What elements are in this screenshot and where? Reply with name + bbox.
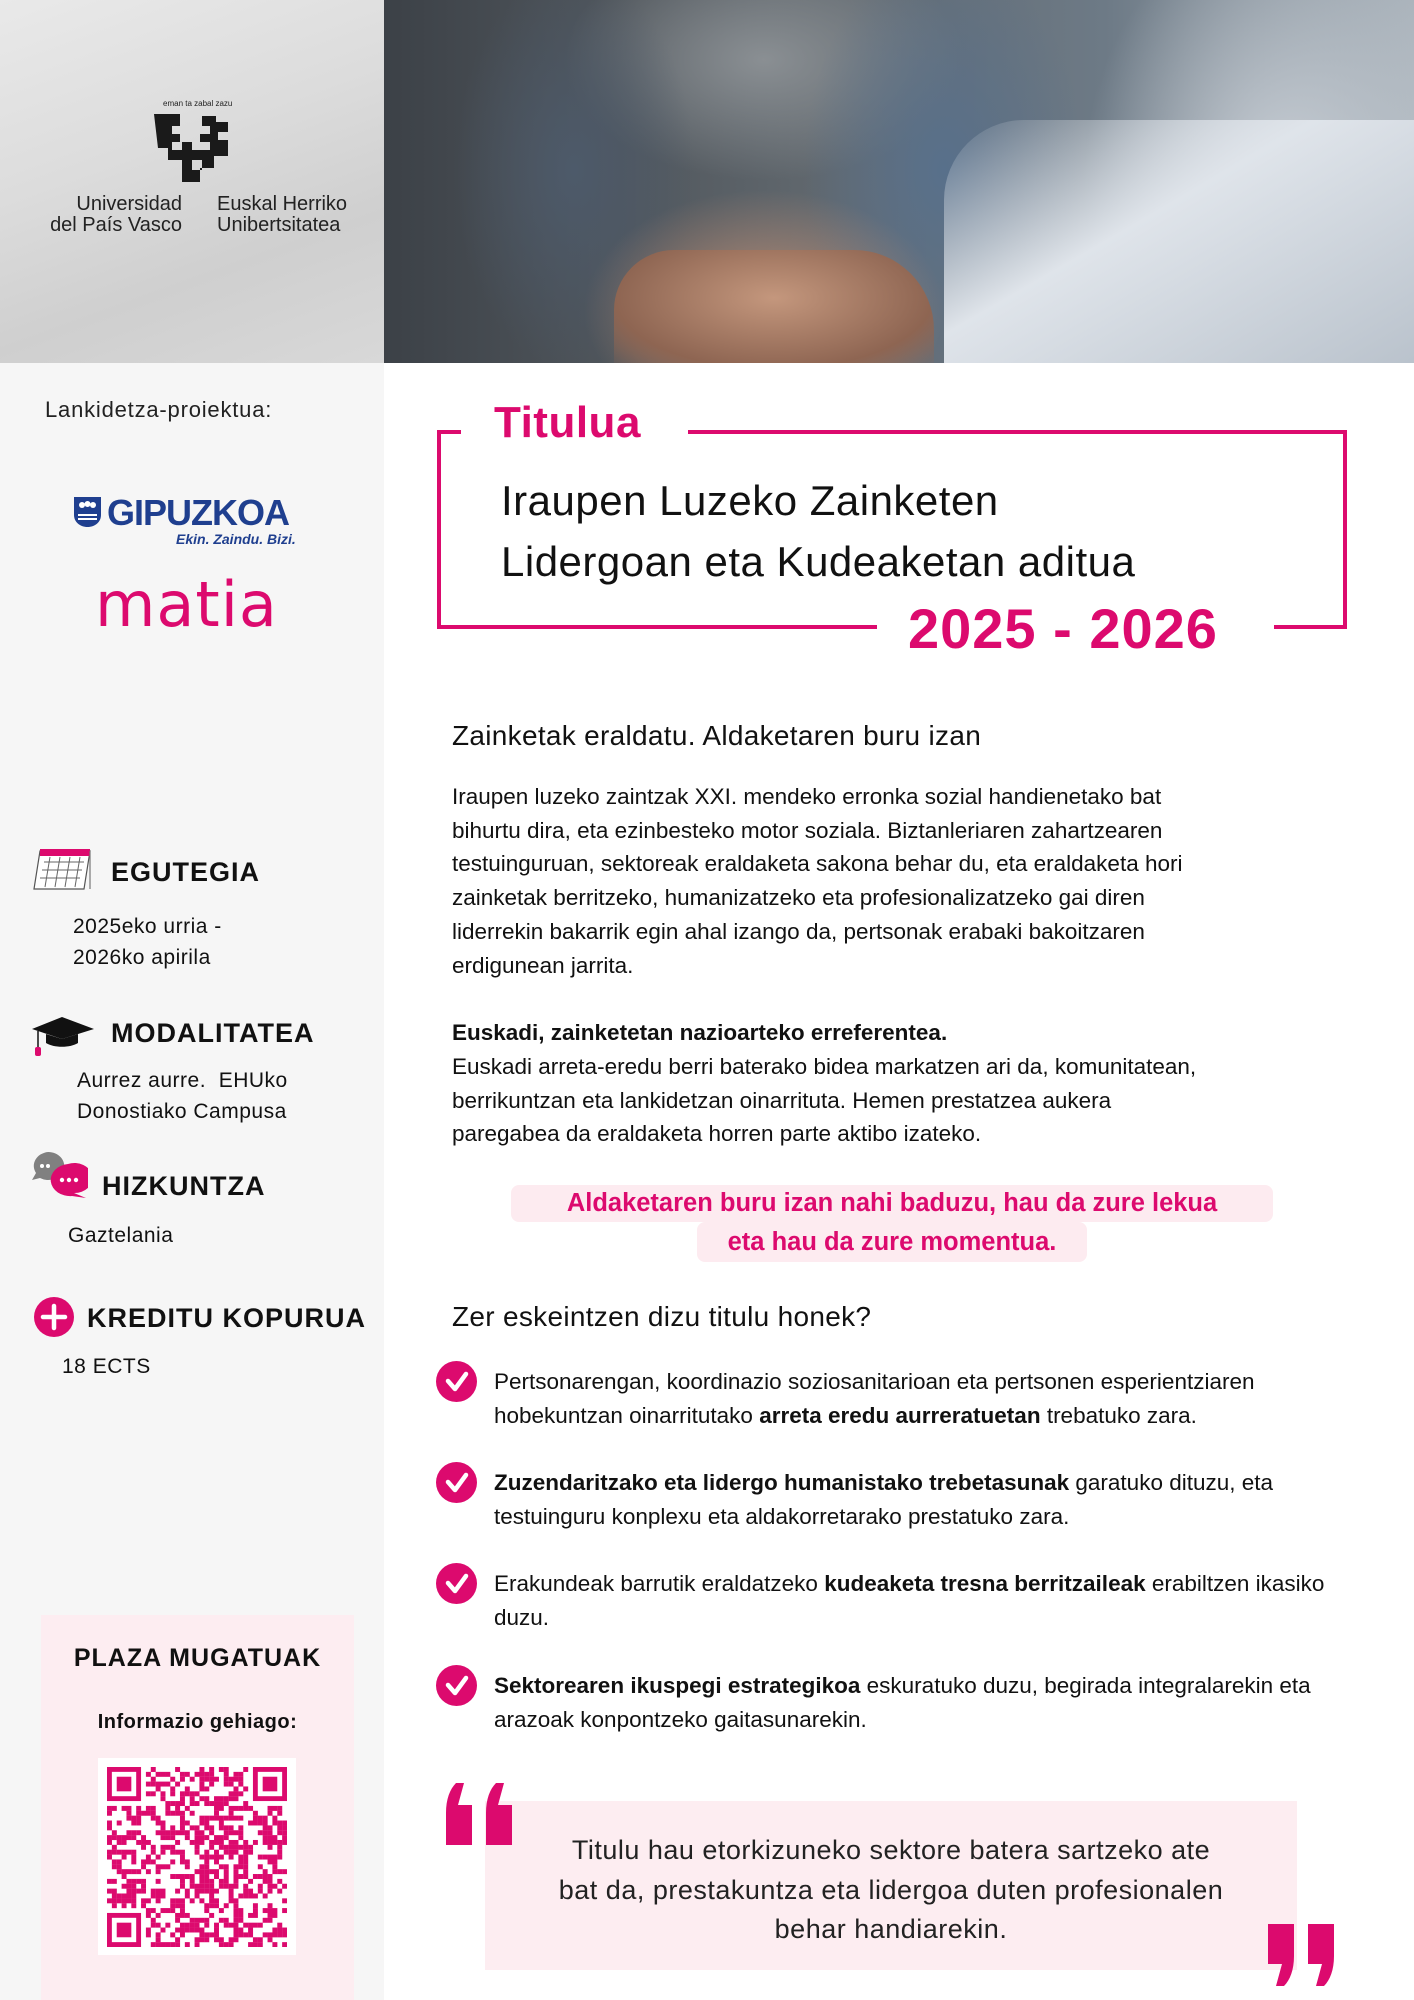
upv-name-es-line: Universidad xyxy=(76,193,182,215)
header-photo-handshake xyxy=(384,0,1414,363)
gipuzkoa-tagline: Ekin. Zaindu. Bizi. xyxy=(176,531,296,547)
upv-logo-icon xyxy=(154,112,254,188)
info-text-language xyxy=(68,1220,173,1251)
offer-item-text: eskuratuko duzu, begirada integralarekin eta arazoak konpontzeko gaitasunarekin. xyxy=(494,1673,1311,1732)
paragraph-line: liderrekin bakarrik egin ahal izango da, pertsonak erabaki bakoitzaren xyxy=(452,918,1145,944)
offer-item xyxy=(494,1669,1364,1736)
upv-name-eu xyxy=(217,194,347,236)
check-icon xyxy=(436,1462,477,1503)
open-quote-icon xyxy=(446,1783,518,1845)
offer-item-text: erabiltzen ikasiko duzu. xyxy=(494,1571,1325,1630)
check-icon xyxy=(436,1563,477,1604)
quote-line: bat da, prestakuntza eta lidergoa duten profesionalen xyxy=(558,1874,1224,1905)
paragraph-line: testuinguruan, sektoreak eraldaketa sakona behar du, eta eraldaketa hori xyxy=(452,851,1183,877)
intro-subheading: Euskadi, zainketetan nazioarteko erreferentea. xyxy=(452,1020,948,1045)
intro-heading: Zainketak eraldatu. Aldaketaren buru izan xyxy=(452,720,982,751)
paragraph-line: Iraupen luzeko zaintzak XXI. mendeko erronka sozial handienetako bat xyxy=(452,784,1162,809)
info-line: Gaztelania xyxy=(68,1224,174,1247)
offer-item-emphasis: kudeaketa tresna berritzaileak xyxy=(824,1571,1146,1596)
title-label: Titulua xyxy=(494,398,641,447)
gipuzkoa-wordmark: GIPUZKOA xyxy=(107,492,290,533)
info-text-modality xyxy=(77,1065,288,1127)
offer-item xyxy=(494,1466,1364,1533)
quote-line: behar handiarekin. xyxy=(774,1914,1008,1944)
qr-code[interactable] xyxy=(98,1758,296,1955)
academic-years: 2025 - 2026 xyxy=(908,597,1218,660)
offer-item-text: Erakundeak barrutik eraldatzeko xyxy=(494,1571,825,1596)
upv-name-es-line: del País Vasco xyxy=(50,214,182,236)
check-icon xyxy=(436,1361,477,1402)
limited-places-title: PLAZA MUGATUAK xyxy=(73,1644,322,1672)
offer-item-emphasis: Sektorearen ikuspegi estrategikoa xyxy=(494,1673,861,1698)
paragraph-line: Euskadi arreta-eredu berri baterako bidea markatzen ari da, komunitatean, xyxy=(452,1054,1197,1079)
offer-item-emphasis: Zuzendaritzako eta lidergo humanistako trebetasunak xyxy=(494,1470,1070,1495)
highlight-callout xyxy=(452,1184,1332,1262)
info-line: 2026ko apirila xyxy=(73,946,211,969)
paragraph-line: paregabea da eraldaketa horren parte aktibo izateko. xyxy=(452,1121,982,1147)
upv-name-eu-line: Euskal Herriko xyxy=(217,193,348,215)
program-title xyxy=(501,470,1135,592)
offer-item xyxy=(494,1365,1364,1432)
intro-paragraph-2 xyxy=(452,1050,1196,1151)
quote-box xyxy=(485,1801,1297,1970)
offer-item xyxy=(494,1567,1364,1634)
program-title-line: Lidergoan eta Kudeaketan aditua xyxy=(501,538,1136,585)
graduation-cap-icon xyxy=(32,1017,94,1057)
info-line: Donostiako Campusa xyxy=(77,1100,287,1123)
info-title-credits: KREDITU KOPURUA xyxy=(87,1303,367,1333)
info-text-credits xyxy=(62,1351,151,1382)
paragraph-line: berrikuntzan eta lankidetzan oinarrituta. Hemen prestatzea aukera xyxy=(452,1087,1112,1113)
highlight-line: Aldaketaren buru izan nahi baduzu, hau da zure lekua xyxy=(566,1189,1218,1217)
highlight-line: eta hau da zure momentua. xyxy=(727,1228,1057,1256)
quote-text xyxy=(485,1831,1297,1950)
info-title-language: HIZKUNTZA xyxy=(102,1171,266,1201)
info-line: 18 ECTS xyxy=(62,1355,151,1378)
paragraph-line: bihurtu dira, eta ezinbesteko motor soziala. Biztanleriaren zahartzearen xyxy=(452,817,1163,843)
paragraph-line: zainketak berritzeko, humanizatzeko eta profesionalizatzeko gai diren xyxy=(452,885,1145,911)
check-icon xyxy=(436,1665,477,1706)
quote-line: Titulu hau etorkizuneko sektore batera sartzeko ate xyxy=(571,1835,1211,1865)
offer-item-text: trebatuko zara. xyxy=(1040,1402,1197,1428)
gipuzkoa-shield-icon xyxy=(74,497,101,527)
upv-name-eu-line: Unibertsitatea xyxy=(217,214,341,236)
qr-code-icon xyxy=(107,1767,287,1947)
paragraph-line: erdigunean jarrita. xyxy=(452,952,634,978)
more-info-label: Informazio gehiago: xyxy=(97,1711,298,1733)
limited-places-box xyxy=(41,1615,354,2000)
calendar-icon xyxy=(32,845,92,891)
upv-name-es xyxy=(50,194,182,236)
offer-item-emphasis: arreta eredu aurreratuetan xyxy=(759,1402,1041,1428)
info-title-calendar: EGUTEGIA xyxy=(111,857,261,887)
program-title-line: Iraupen Luzeko Zainketen xyxy=(501,477,999,524)
offer-item-text: Pertsonarengan, koordinazio soziosanitarioan eta pertsonen esperientziaren hobekuntzan oinarritutako xyxy=(494,1369,1255,1428)
info-line: 2025eko urria - xyxy=(73,915,222,938)
info-title-modality: MODALITATEA xyxy=(111,1018,315,1048)
info-line: Aurrez aurre. EHUko xyxy=(77,1069,288,1092)
plus-circle-icon xyxy=(34,1297,74,1337)
close-quote-icon xyxy=(1262,1924,1334,1986)
upv-motto: eman ta zabal zazu xyxy=(163,99,233,108)
offer-heading: Zer eskeintzen dizu titulu honek? xyxy=(452,1301,872,1332)
offer-item-text: garatuko dituzu, eta testuinguru konplexu eta aldakorretarako prestatuko zara. xyxy=(494,1470,1274,1529)
matia-logo: matia xyxy=(95,568,278,641)
intro-paragraph xyxy=(452,780,1182,982)
info-text-calendar xyxy=(73,911,222,973)
speech-bubbles-icon xyxy=(32,1152,88,1198)
collab-label: Lankidetza-proiektua: xyxy=(45,397,273,422)
header-photo-left xyxy=(0,0,384,363)
